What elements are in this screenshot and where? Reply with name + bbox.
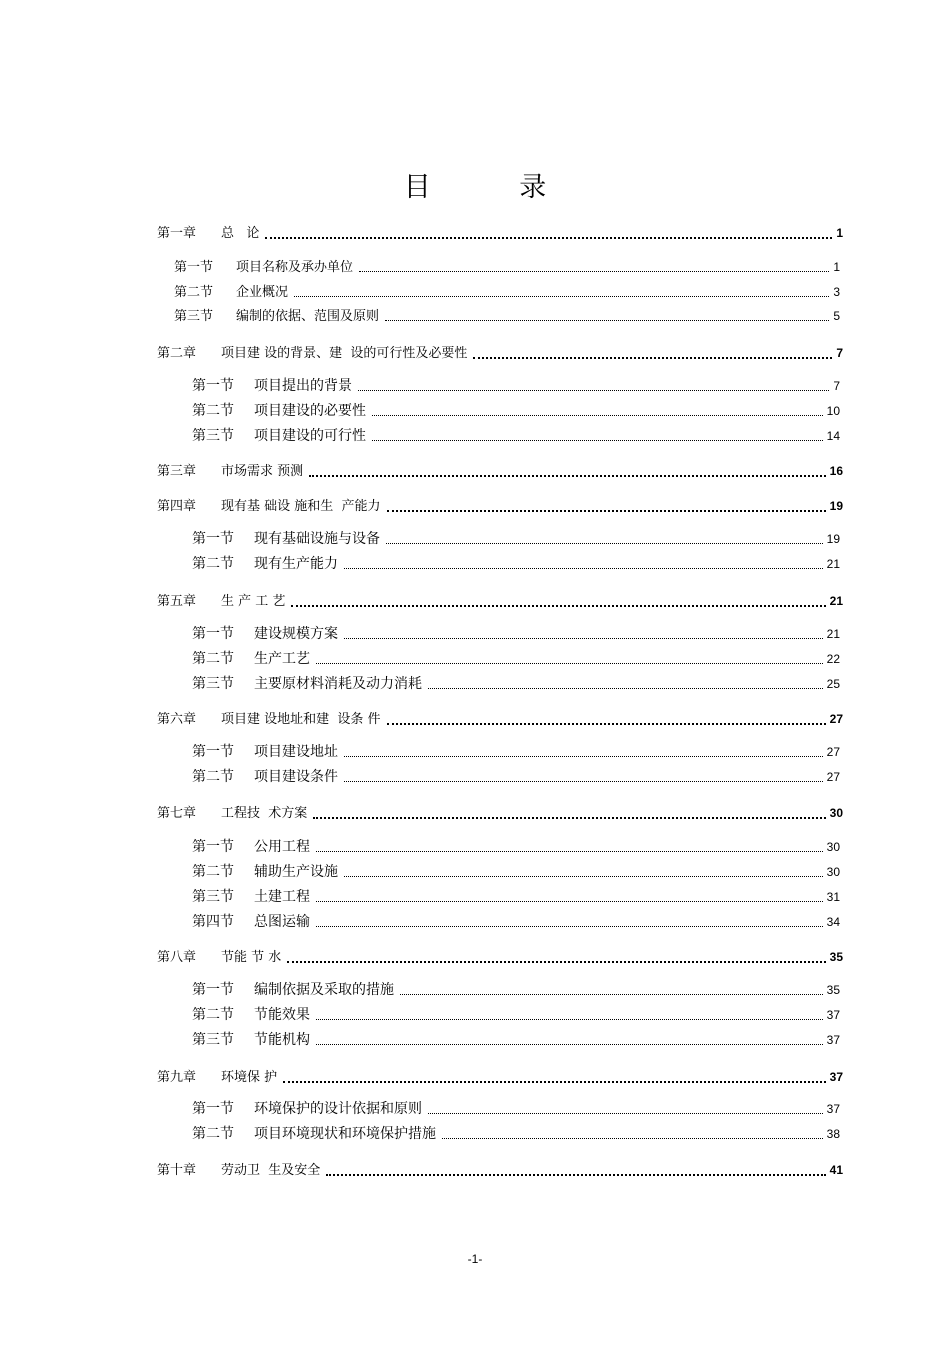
toc-section-entry[interactable]	[192, 376, 840, 396]
dot-leader	[309, 474, 826, 477]
dot-leader	[428, 1112, 823, 1114]
toc-section-entry[interactable]	[192, 1099, 840, 1119]
toc-chapter-entry[interactable]	[157, 496, 843, 516]
toc-entry-page: 27	[829, 712, 843, 726]
dot-leader	[372, 414, 823, 416]
toc-chapter-entry[interactable]	[157, 223, 843, 243]
toc-entry-label: 第一节	[192, 839, 234, 855]
toc-entry-label: 第三节	[192, 428, 234, 444]
toc-entry-page: 21	[826, 557, 840, 571]
toc-entry-page: 30	[829, 806, 843, 820]
toc-entry-title: 项目名称及承办单位	[236, 260, 354, 275]
toc-entry-page: 37	[826, 1102, 840, 1116]
toc-entry-title: 公用工程	[254, 839, 310, 855]
dot-leader	[316, 1018, 823, 1020]
toc-section-entry[interactable]	[192, 862, 840, 882]
toc-entry-label: 第一节	[192, 626, 234, 642]
page-title: 目 录	[403, 172, 587, 203]
dot-leader	[316, 662, 823, 664]
dot-leader	[473, 356, 832, 359]
dot-leader	[442, 1137, 823, 1139]
dot-leader	[359, 270, 829, 272]
toc-entry-label: 第七章	[157, 806, 197, 821]
toc-entry-title: 生 产 工 艺	[221, 594, 286, 609]
toc-entry-title: 项目建设地址	[254, 744, 338, 760]
dot-leader	[265, 236, 832, 239]
toc-section-entry[interactable]	[192, 649, 840, 669]
toc-entry-label: 第六章	[157, 712, 197, 727]
toc-entry-page: 3	[833, 285, 840, 299]
toc-entry-label: 第二节	[192, 1007, 234, 1023]
toc-entry-label: 第十章	[157, 1163, 197, 1178]
dot-leader	[385, 319, 829, 321]
toc-entry-page: 19	[826, 532, 840, 546]
toc-entry-page: 7	[833, 379, 840, 393]
toc-entry-title: 环境保护的设计依据和原则	[254, 1101, 422, 1117]
toc-chapter-entry[interactable]	[157, 343, 843, 363]
toc-entry-title: 节能 节 水	[221, 950, 282, 965]
toc-entry-title: 现有基础设施与设备	[254, 531, 380, 547]
toc-chapter-entry[interactable]	[157, 1160, 843, 1180]
toc-chapter-entry[interactable]	[157, 591, 843, 611]
toc-entry-title: 市场需求 预测	[221, 464, 304, 479]
toc-entry-label: 第二章	[157, 346, 197, 361]
dot-leader	[283, 1080, 826, 1083]
toc-entry-label: 第三节	[192, 889, 234, 905]
toc-entry-page: 27	[826, 770, 840, 784]
dot-leader	[387, 722, 826, 725]
toc-entry-label: 第八章	[157, 950, 197, 965]
toc-section-entry[interactable]	[192, 980, 840, 1000]
toc-entry-label: 第一节	[192, 378, 234, 394]
toc-section-entry[interactable]	[192, 742, 840, 762]
dot-leader	[400, 993, 823, 995]
toc-entry-label: 第二节	[192, 651, 234, 667]
toc-entry-label: 第一章	[157, 226, 197, 241]
dot-leader	[291, 604, 825, 607]
toc-entry-label: 第三节	[192, 676, 234, 692]
toc-entry-title: 节能机构	[254, 1032, 310, 1048]
toc-entry-title: 环境保 护	[221, 1070, 278, 1085]
toc-entry-title: 生产工艺	[254, 651, 310, 667]
toc-entry-label: 第五章	[157, 594, 197, 609]
toc-entry-page: 35	[829, 950, 843, 964]
toc-entry-title: 项目建 设的背景、建 设的可行性及必要性	[221, 346, 468, 361]
toc-chapter-entry[interactable]	[157, 709, 843, 729]
dot-leader	[316, 850, 823, 852]
toc-entry-label: 第二节	[192, 769, 234, 785]
dot-leader	[344, 637, 823, 639]
toc-entry-page: 21	[826, 627, 840, 641]
toc-entry-label: 第三节	[192, 1032, 234, 1048]
toc-chapter-entry[interactable]	[157, 947, 843, 967]
toc-entry-page: 14	[826, 429, 840, 443]
toc-entry-title: 主要原材料消耗及动力消耗	[254, 676, 422, 692]
toc-entry-label: 第二节	[174, 285, 214, 300]
toc-entry-page: 41	[829, 1163, 843, 1177]
toc-entry-label: 第二节	[192, 403, 234, 419]
toc-chapter-entry[interactable]	[157, 1067, 843, 1087]
toc-entry-page: 22	[826, 652, 840, 666]
dot-leader	[287, 960, 825, 963]
toc-entry-title: 节能效果	[254, 1007, 310, 1023]
toc-section-entry[interactable]	[192, 401, 840, 421]
toc-entry-label: 第一节	[192, 982, 234, 998]
toc-entry-page: 5	[833, 309, 840, 323]
toc-entry-label: 第二节	[192, 1126, 234, 1142]
toc-entry-title: 现有基 础设 施和生 产能力	[221, 499, 381, 514]
toc-entry-label: 第一节	[174, 260, 214, 275]
toc-chapter-entry[interactable]	[157, 803, 843, 823]
dot-leader	[428, 687, 823, 689]
dot-leader	[344, 567, 823, 569]
dot-leader	[372, 439, 823, 441]
toc-section-entry[interactable]	[192, 554, 840, 574]
toc-entry-page: 1	[836, 226, 843, 240]
toc-section-entry[interactable]	[192, 1030, 840, 1050]
toc-entry-page: 30	[826, 865, 840, 879]
toc-entry-page: 37	[826, 1033, 840, 1047]
toc-section-entry[interactable]	[192, 912, 840, 932]
toc-entry-page: 25	[826, 677, 840, 691]
toc-entry-title: 工程技 术方案	[221, 806, 308, 821]
dot-leader	[316, 1043, 823, 1045]
toc-entry-page: 30	[826, 840, 840, 854]
toc-section-entry[interactable]	[192, 529, 840, 549]
toc-entry-label: 第一节	[192, 531, 234, 547]
toc-entry-page: 16	[829, 464, 843, 478]
toc-entry-page: 7	[836, 346, 843, 360]
toc-entry-title: 现有生产能力	[254, 556, 338, 572]
toc-section-entry[interactable]	[174, 257, 840, 277]
toc-entry-label: 第二节	[192, 864, 234, 880]
toc-entry-title: 企业概况	[236, 285, 289, 300]
toc-entry-title: 项目环境现状和环境保护措施	[254, 1126, 436, 1142]
toc-section-entry[interactable]	[192, 426, 840, 446]
toc-section-entry[interactable]	[192, 837, 840, 857]
toc-section-entry[interactable]	[174, 282, 840, 302]
toc-entry-label: 第三节	[174, 309, 214, 324]
dot-leader	[294, 295, 829, 297]
toc-entry-page: 10	[826, 404, 840, 418]
toc-section-entry[interactable]	[192, 624, 840, 644]
toc-entry-page: 35	[826, 983, 840, 997]
dot-leader	[358, 389, 829, 391]
toc-entry-title: 建设规模方案	[254, 626, 338, 642]
dot-leader	[344, 780, 823, 782]
toc-entry-title: 土建工程	[254, 889, 310, 905]
toc-entry-label: 第一节	[192, 744, 234, 760]
toc-entry-title: 项目建设条件	[254, 769, 338, 785]
dot-leader	[316, 900, 823, 902]
toc-section-entry[interactable]	[192, 1124, 840, 1144]
toc-entry-title: 辅助生产设施	[254, 864, 338, 880]
toc-chapter-entry[interactable]	[157, 461, 843, 481]
toc-section-entry[interactable]	[192, 887, 840, 907]
toc-entry-label: 第三章	[157, 464, 197, 479]
dot-leader	[387, 509, 826, 512]
toc-entry-title: 劳动卫 生及安全	[221, 1163, 321, 1178]
toc-entry-page: 31	[826, 890, 840, 904]
toc-section-entry[interactable]	[192, 1005, 840, 1025]
toc-entry-title: 项目建设的可行性	[254, 428, 366, 444]
toc-entry-title: 编制依据及采取的措施	[254, 982, 394, 998]
toc-entry-label: 第一节	[192, 1101, 234, 1117]
toc-entry-title: 编制的依据、范围及原则	[236, 309, 380, 324]
dot-leader	[344, 875, 823, 877]
dot-leader	[313, 816, 825, 819]
toc-section-entry[interactable]	[192, 767, 840, 787]
toc-entry-page: 21	[829, 594, 843, 608]
toc-entry-label: 第九章	[157, 1070, 197, 1085]
toc-entry-page: 27	[826, 745, 840, 759]
toc-entry-title: 总 论	[221, 226, 260, 241]
toc-entry-title: 总图运输	[254, 914, 310, 930]
dot-leader	[316, 925, 823, 927]
toc-entry-label: 第四节	[192, 914, 234, 930]
toc-entry-label: 第四章	[157, 499, 197, 514]
toc-entry-label: 第二节	[192, 556, 234, 572]
toc-section-entry[interactable]	[174, 306, 840, 326]
toc-entry-page: 1	[833, 260, 840, 274]
toc-entry-title: 项目提出的背景	[254, 378, 352, 394]
dot-leader	[386, 542, 823, 544]
toc-entry-page: 37	[829, 1070, 843, 1084]
toc-entry-page: 37	[826, 1008, 840, 1022]
toc-entry-title: 项目建设的必要性	[254, 403, 366, 419]
dot-leader	[326, 1173, 825, 1176]
toc-section-entry[interactable]	[192, 674, 840, 694]
dot-leader	[344, 755, 823, 757]
page-number: -1-	[467, 1252, 483, 1266]
toc-entry-title: 项目建 设地址和建 设条 件	[221, 712, 381, 727]
toc-entry-page: 19	[829, 499, 843, 513]
toc-entry-page: 34	[826, 915, 840, 929]
toc-entry-page: 38	[826, 1127, 840, 1141]
